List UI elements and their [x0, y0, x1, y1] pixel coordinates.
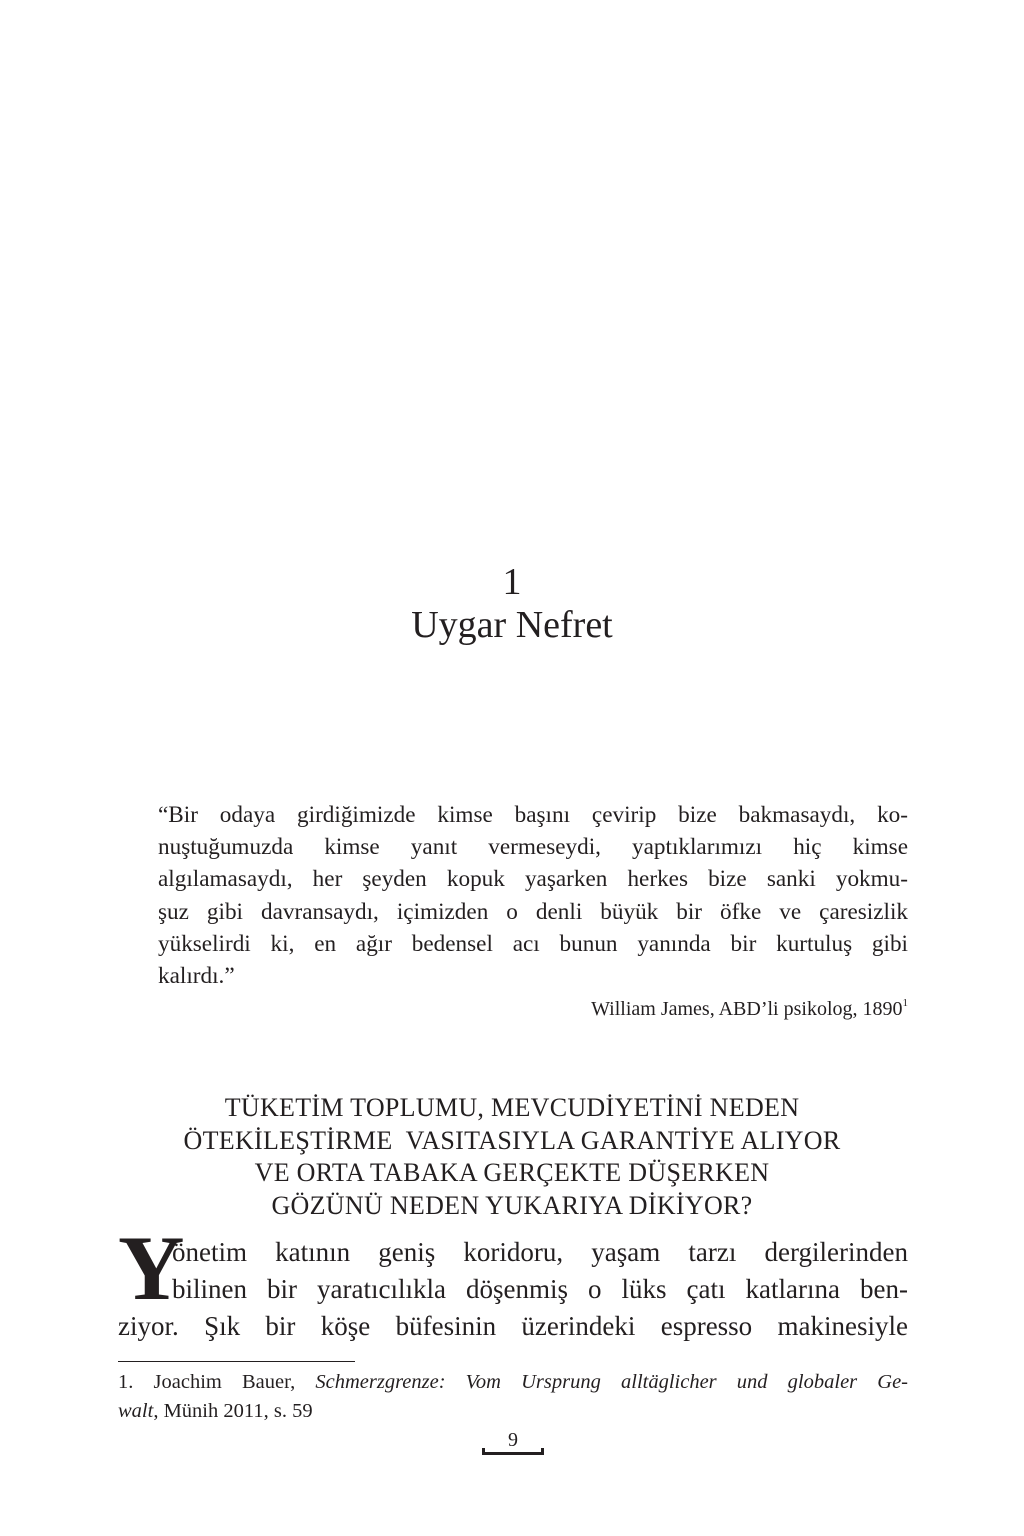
chapter-number: 1	[502, 561, 522, 603]
footnote-publication: , Münih 2011, s. 59	[153, 1400, 313, 1422]
epigraph-line: yükselirdi ki, en ağır bedensel acı bunun yanında bir kurtuluş gibi	[158, 930, 908, 957]
footnote-title: Schmerzgrenze: Vom Ursprung alltäglicher und globaler Ge-	[315, 1371, 909, 1393]
section-heading-line: GÖZÜNÜ NEDEN YUKARIYA DİKİYOR?	[271, 1190, 753, 1220]
chapter-title: Uygar Nefret	[411, 604, 613, 646]
section-heading	[0, 1092, 1024, 1222]
epigraph-quote	[158, 799, 908, 992]
footnote-author: Joachim Bauer,	[153, 1371, 296, 1393]
page-number: 9	[508, 1429, 518, 1451]
epigraph-line: “Bir odaya girdiğimizde kimse başını çevirip bize bakmasaydı, ko-	[158, 802, 908, 828]
epigraph-line: algılamasaydı, her şeyden kopuk yaşarken herkes bize sanki yokmu-	[158, 866, 908, 893]
body-paragraph	[118, 1234, 908, 1345]
footnote-divider	[118, 1361, 355, 1362]
footnote-line	[118, 1397, 908, 1426]
section-heading-line: VE ORTA TABAKA GERÇEKTE DÜŞERKEN	[254, 1158, 770, 1187]
epigraph-line: kalırdı.”	[158, 963, 235, 990]
section-heading-line: ÖTEKİLEŞTİRME VASITASIYLA GARANTİYE ALIYOR	[183, 1125, 841, 1155]
footnote	[118, 1368, 908, 1426]
body-line: ziyor. Şık bir köşe büfesinin üzerindeki espresso makinesiyle	[118, 1311, 908, 1341]
page-footer	[480, 1428, 546, 1460]
body-line: önetim katının geniş koridoru, yaşam tarzı dergilerinden	[172, 1237, 908, 1267]
footnote-reference: 1	[902, 997, 908, 1009]
body-line: bilinen bir yaratıcılıkla döşenmiş o lüks çatı katlarına ben-	[172, 1274, 908, 1304]
attribution-text: William James, ABD’li psikolog, 1890	[591, 998, 903, 1020]
section-heading-line: TÜKETİM TOPLUMU, MEVCUDİYETİNİ NEDEN	[224, 1093, 800, 1122]
footnote-line	[118, 1368, 908, 1397]
drop-cap: Y	[118, 1217, 185, 1319]
epigraph-line: nuştuğumuzda kimse yanıt vermeseydi, yaptıklarımızı hiç kimse	[158, 834, 908, 861]
epigraph-line: şuz gibi davransaydı, içimizden o denli büyük bir öfke ve çaresizlik	[158, 898, 908, 925]
footnote-number: 1.	[118, 1371, 134, 1393]
epigraph-attribution	[591, 995, 908, 1023]
page-number-rule-tick	[482, 1448, 485, 1455]
footnote-title-continued: walt	[118, 1400, 154, 1422]
page-number-rule	[482, 1452, 544, 1455]
page-number-rule-tick	[541, 1448, 544, 1455]
